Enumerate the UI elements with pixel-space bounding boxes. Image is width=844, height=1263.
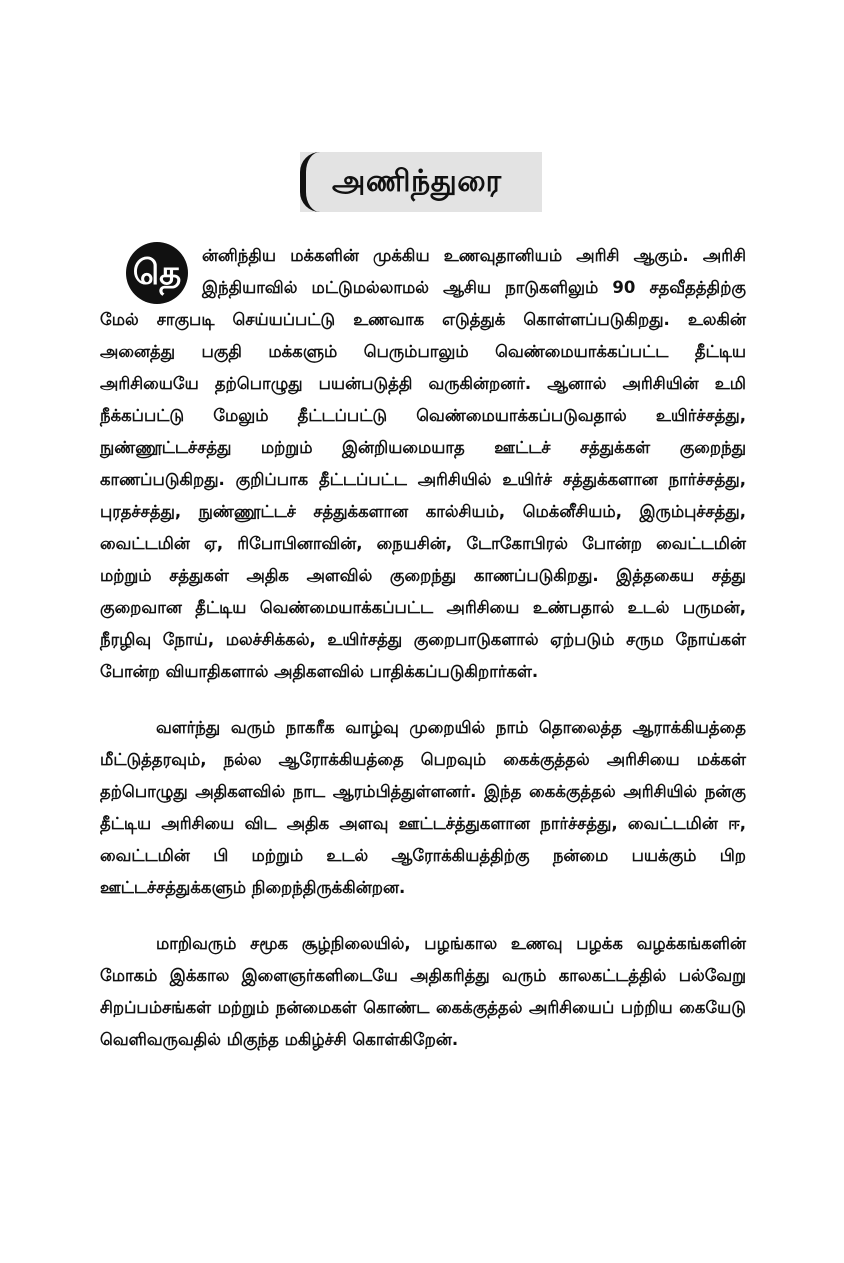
paragraph-3: மாறிவரும் சமூக சூழ்நிலையில், பழங்கால உணவு பழக்க வழக்கங்களின் மோகம் இக்கால இளைஞர்களிடையே அதிகரித்து வரும் காலகட்டத்தில் பல்வேறு சிறப்பம்சங்கள் மற்றும் நன்மைகள் கொண்ட கைக்குத்தல் அரிசியைப் பற்றிய கையேடு வெளிவருவதில் மிகுந்த மகிழ்ச்சி கொள்கிறேன். [100,934,746,1049]
paragraph-2: வளர்ந்து வரும் நாகரீக வாழ்வு முறையில் நாம் தொலைத்த ஆராக்கியத்தை மீட்டுத்தரவும், நல்ல ஆரோக்கியத்தை பெறவும் கைக்குத்தல் அரிசியை மக்கள் தற்பொழுது அதிகளவில் நாட ஆரம்பித்துள்ளனர். இந்த கைக்குத்தல் அரிசியில் நன்கு தீட்டிய அரிசியை விட அதிக அளவு ஊட்டச்த்துகளான நார்ச்சத்து, வைட்டமின் ஈ, வைட்டமின் பி மற்றும் உடல் ஆரோக்கியத்திற்கு நன்மை பயக்கும் பிற ஊட்டச்சத்துக்களும் நிறைந்திருக்கின்றன. [100,718,746,897]
drop-cap: தெ [126,242,188,304]
page-title: அணிந்துரை [332,164,502,199]
foreword-body [100,240,746,1080]
title-banner [300,152,542,212]
paragraph-1-text: ன்னிந்திய மக்களின் முக்கிய உணவுதானியம் அரிசி ஆகும். அரிசி இந்தியாவில் மட்டுமல்லாமல் ஆசிய நாடுகளிலும் 90 சதவீதத்திற்கு மேல் சாகுபடி செய்யப்பட்டு உணவாக எடுத்துக் கொள்ளப்படுகிறது. உலகின் அனைத்து பகுதி மக்களும் பெரும்பாலும் வெண்மையாக்கப்பட்ட தீட்டிய அரிசியையே தற்பொழுது பயன்படுத்தி வருகின்றனர். ஆனால் அரிசியின் உமி நீக்கப்பட்டு மேலும் தீட்டப்பட்டு வெண்மையாக்கப்படுவதால் உயிர்ச்சத்து, நுண்ணூட்டச்சத்து மற்றும் இன்றியமையாத ஊட்டச் சத்துக்கள் குறைந்து காணப்படுகிறது. குறிப்பாக தீட்டப்பட்ட அரிசியில் உயிர்ச் சத்துக்களான நார்ச்சத்து, புரதச்சத்து, நுண்ணூட்டச் சத்துக்களான கால்சியம், மெக்னீசியம், இரும்புச்சத்து, வைட்டமின் ஏ, ரிபோபினாவின், நையசின், டோகோபிரல் போன்ற வைட்டமின் மற்றும் சத்துகள் அதிக அளவில் குறைந்து காணப்படுகிறது. இத்தகைய சத்து குறைவான தீட்டிய வெண்மையாக்கப்பட்ட அரிசியை உண்பதால் உடல் பருமன், நீரழிவு நோய், மலச்சிக்கல், உயிர்சத்து குறைபாடுகளால் ஏற்படும் சரும நோய்கள் போன்ற வியாதிகளால் அதிகளவில் பாதிக்கப்படுகிறார்கள். [100,246,746,681]
title-bracket-decoration [300,152,322,212]
paragraph-1 [100,240,746,688]
